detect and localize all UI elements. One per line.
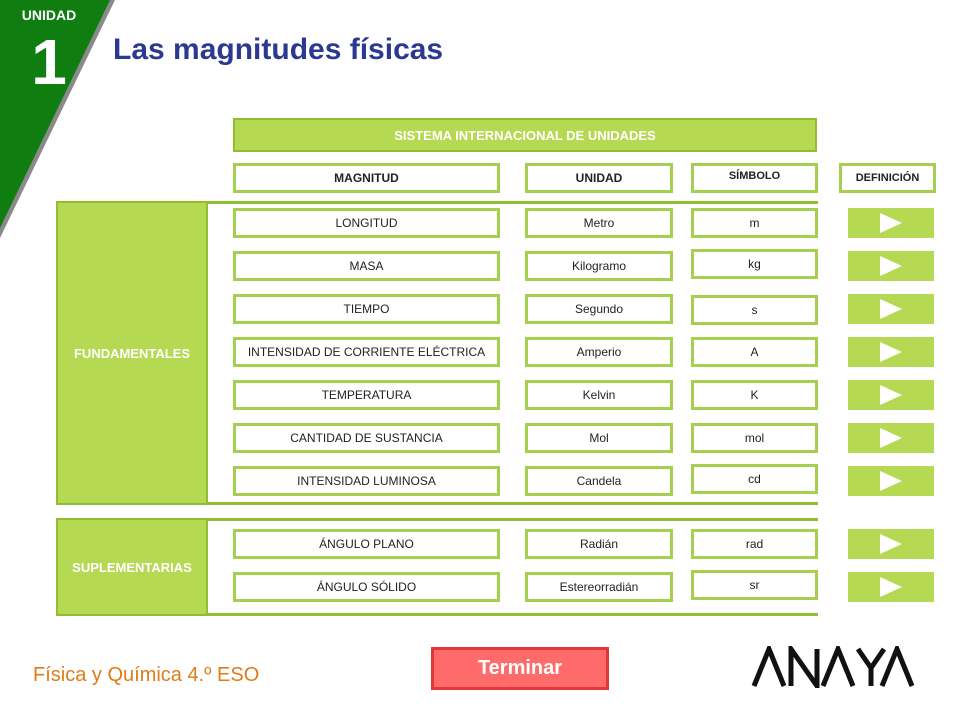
play-triangle-icon [880, 534, 902, 554]
play-triangle-icon [880, 577, 902, 597]
group-fundamentales: FUNDAMENTALES [56, 201, 208, 505]
play-triangle-icon [880, 428, 902, 448]
course-title: Física y Química 4.º ESO [33, 664, 260, 686]
group-top-line [206, 201, 818, 204]
unidad-cell: Amperio [525, 337, 673, 367]
simbolo-cell: A [691, 337, 818, 367]
play-triangle-icon [880, 299, 902, 319]
header-simbolo: SÍMBOLO [691, 163, 818, 193]
group-top-line [206, 518, 818, 521]
group-bottom-line [206, 502, 818, 505]
definition-button[interactable] [848, 251, 934, 281]
unidad-cell: Segundo [525, 294, 673, 324]
simbolo-cell: kg [691, 249, 818, 279]
definition-button[interactable] [848, 572, 934, 602]
definition-button[interactable] [848, 337, 934, 367]
unidad-cell: Estereorradián [525, 572, 673, 602]
si-banner: SISTEMA INTERNACIONAL DE UNIDADES [233, 118, 817, 152]
unidad-cell: Radián [525, 529, 673, 559]
anaya-logo [751, 646, 915, 688]
unidad-cell: Metro [525, 208, 673, 238]
unit-number: 1 [31, 26, 67, 98]
group-suplementarias: SUPLEMENTARIAS [56, 518, 208, 616]
simbolo-cell: cd [691, 464, 818, 494]
magnitud-cell: TEMPERATURA [233, 380, 500, 410]
play-triangle-icon [880, 213, 902, 233]
simbolo-cell: rad [691, 529, 818, 559]
definition-button[interactable] [848, 529, 934, 559]
magnitud-cell: INTENSIDAD LUMINOSA [233, 466, 500, 496]
definition-button[interactable] [848, 466, 934, 496]
unit-label: UNIDAD [21, 7, 77, 23]
magnitud-cell: ÁNGULO SÓLIDO [233, 572, 500, 602]
simbolo-cell: m [691, 208, 818, 238]
simbolo-cell: s [691, 295, 818, 325]
magnitud-cell: INTENSIDAD DE CORRIENTE ELÉCTRICA [233, 337, 500, 367]
definition-button[interactable] [848, 380, 934, 410]
simbolo-cell: sr [691, 570, 818, 600]
unidad-cell: Kelvin [525, 380, 673, 410]
unidad-cell: Mol [525, 423, 673, 453]
header-definicion: DEFINICIÓN [839, 163, 936, 193]
unidad-cell: Kilogramo [525, 251, 673, 281]
group-bottom-line [206, 613, 818, 616]
play-triangle-icon [880, 471, 902, 491]
magnitud-cell: TIEMPO [233, 294, 500, 324]
simbolo-cell: K [691, 380, 818, 410]
magnitud-cell: ÁNGULO PLANO [233, 529, 500, 559]
magnitud-cell: LONGITUD [233, 208, 500, 238]
unidad-cell: Candela [525, 466, 673, 496]
play-triangle-icon [880, 342, 902, 362]
page-title: Las magnitudes físicas [113, 33, 444, 66]
terminar-button[interactable]: Terminar [431, 647, 609, 690]
magnitud-cell: MASA [233, 251, 500, 281]
header-magnitud: MAGNITUD [233, 163, 500, 193]
magnitud-cell: CANTIDAD DE SUSTANCIA [233, 423, 500, 453]
simbolo-cell: mol [691, 423, 818, 453]
header-unidad: UNIDAD [525, 163, 673, 193]
definition-button[interactable] [848, 423, 934, 453]
definition-button[interactable] [848, 208, 934, 238]
definition-button[interactable] [848, 294, 934, 324]
play-triangle-icon [880, 256, 902, 276]
play-triangle-icon [880, 385, 902, 405]
